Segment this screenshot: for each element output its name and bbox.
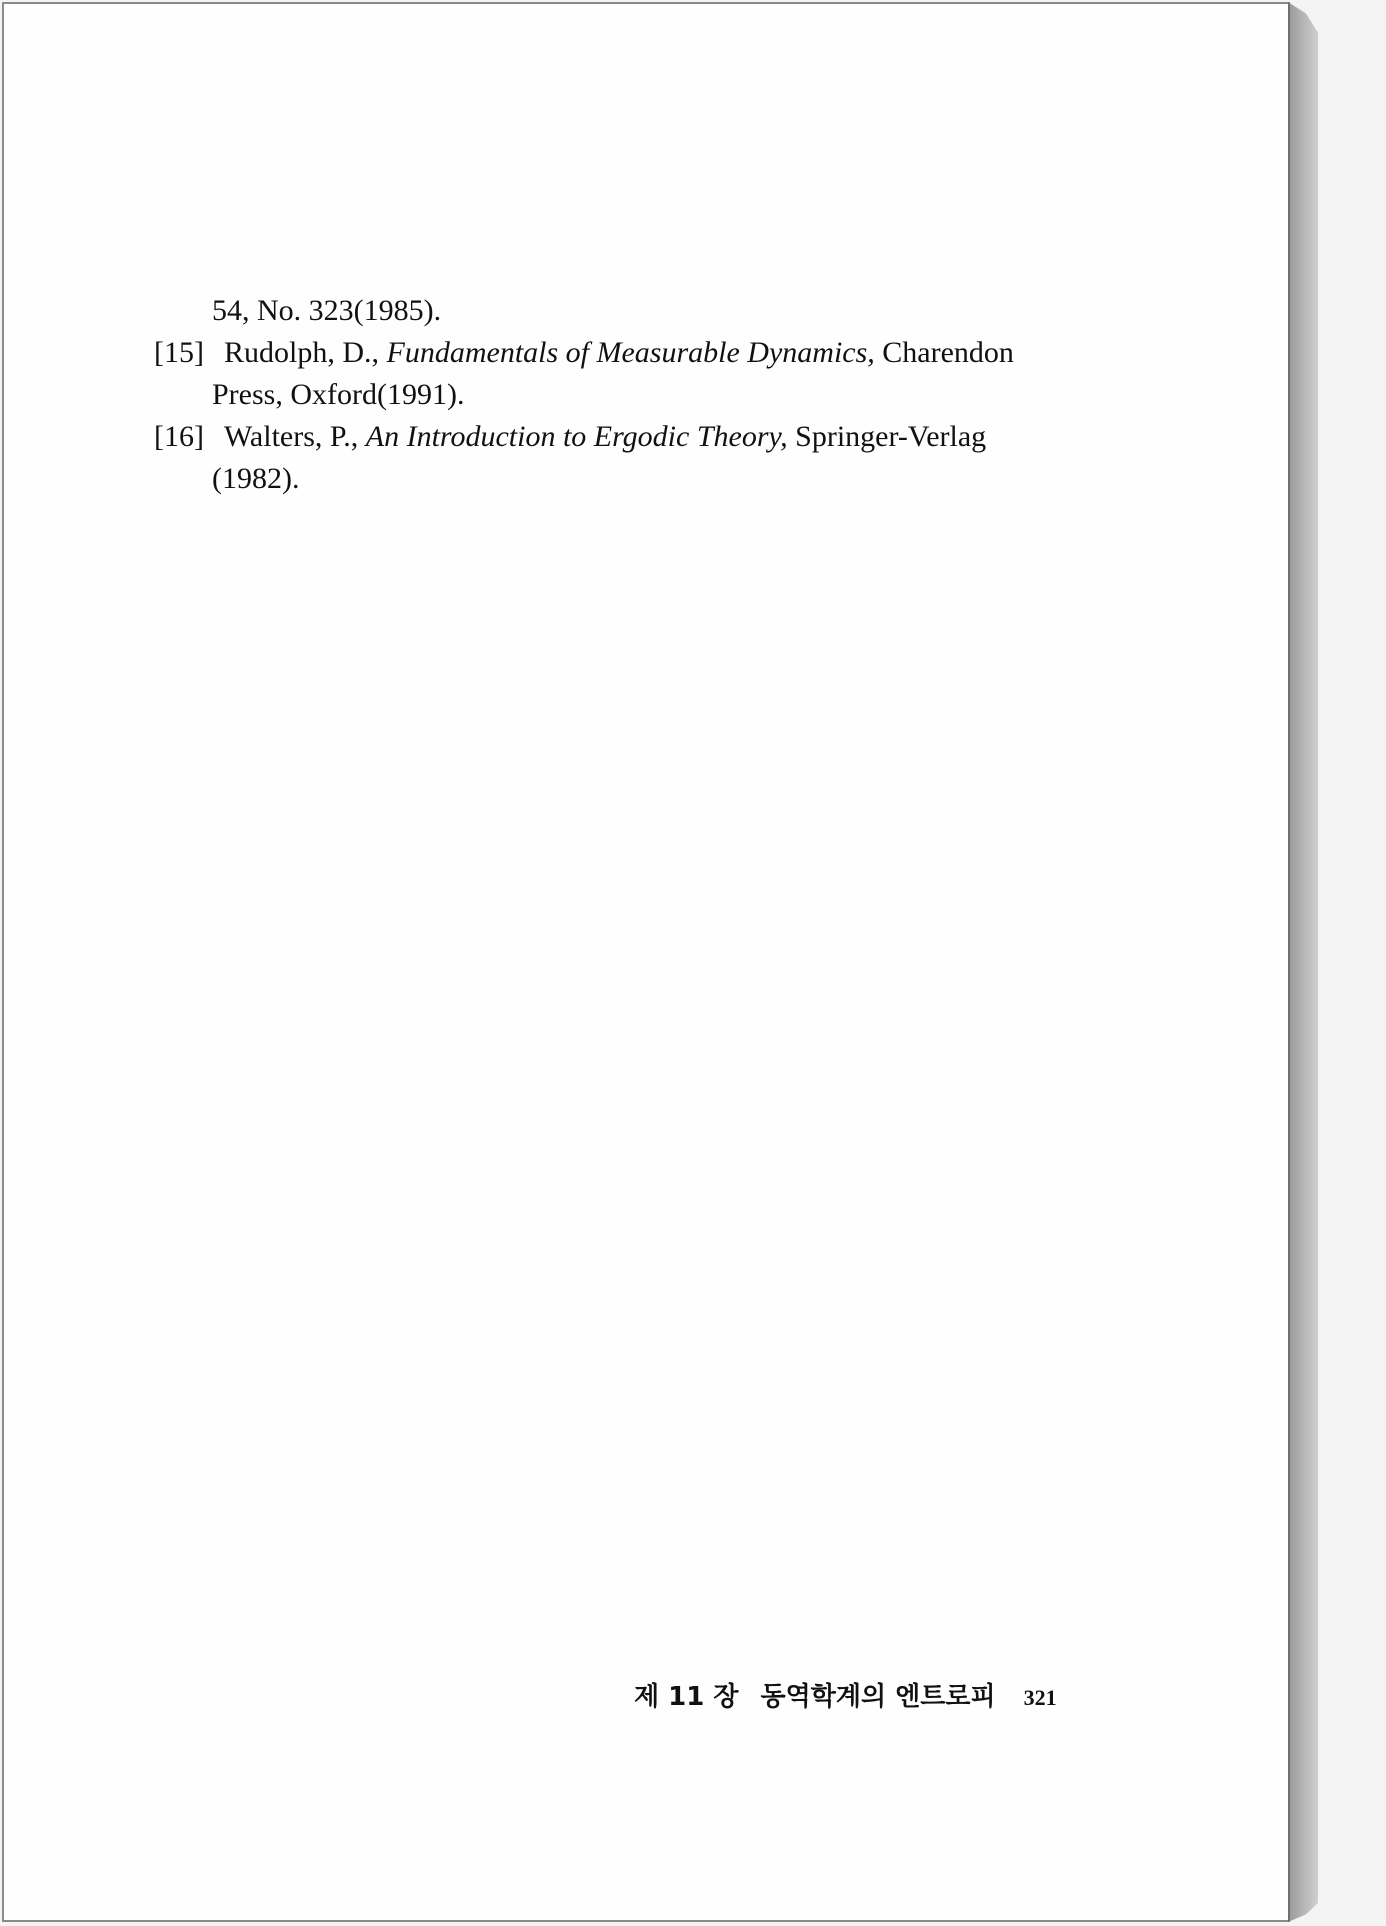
footer-chapter: 제 11 장 (634, 1682, 739, 1712)
reference-15 (154, 332, 1094, 374)
page-edge (1288, 2, 1318, 1922)
reference-16-year: (1982). (212, 462, 300, 495)
reference-15-publisher-cont: Press, Oxford(1991). (212, 378, 465, 411)
reference-15-number: [15] (154, 336, 204, 369)
reference-16 (154, 416, 1094, 458)
reference-15-title: Fundamentals of Measurable Dynamics, (386, 336, 875, 369)
reference-16-author: Walters, P., (224, 420, 359, 453)
reference-14-continuation: 54, No. 323(1985). (212, 294, 442, 327)
reference-15-author: Rudolph, D., (224, 336, 380, 369)
footer-title: 동역학계의 엔트로피 (760, 1682, 996, 1712)
page-number: 321 (1023, 1685, 1057, 1710)
reference-16-number: [16] (154, 420, 204, 453)
running-footer (634, 1676, 1057, 1713)
reference-16-publisher: Springer-Verlag (795, 420, 987, 453)
reference-list (154, 290, 1094, 500)
reference-16-title: An Introduction to Ergodic Theory, (365, 420, 788, 453)
page-sheet (2, 2, 1290, 1922)
reference-15-publisher: Charendon (882, 336, 1014, 369)
